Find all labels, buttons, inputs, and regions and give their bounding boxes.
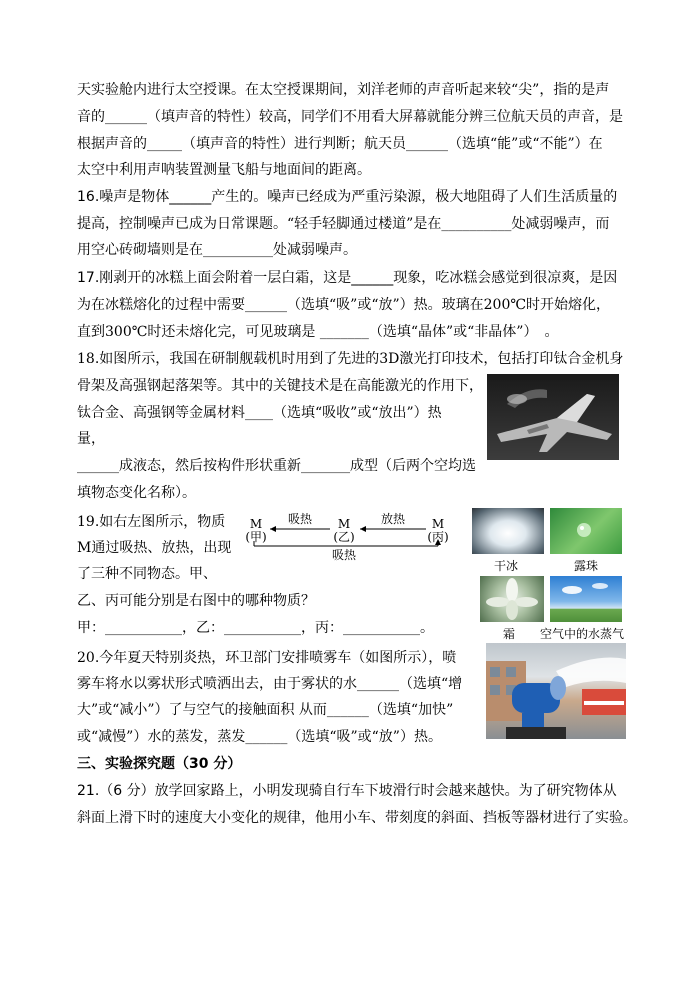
text-line: 斜面上滑下时的速度大小变化的规律，他用小车、带刻度的斜面、挡板等器材进行了实验。 xyxy=(77,810,637,826)
dew-image xyxy=(550,508,622,554)
question-21: 21.（6 分）放学回家路上，小明发现骑自行车下坡滑行时会越来越快。为了研究物体从 xyxy=(77,783,617,799)
text-line: 雾车将水以雾状形式喷洒出去，由于雾状的水______（选填“增 xyxy=(77,676,463,692)
text-line: 根据声音的_____（填声音的特性）进行判断；航天员______（选填“能”或“不能”）在 xyxy=(77,136,603,152)
text-line: M通过吸热、放热，出现 xyxy=(77,540,232,556)
text-line: 钛合金、高强钢等金属材料____（选填“吸收”或“放出”）热 xyxy=(77,405,442,421)
question-20: 20.今年夏天特别炎热，环卫部门安排喷雾车（如图所示），喷 xyxy=(77,650,457,666)
frost-caption: 霜 xyxy=(503,627,516,641)
text-line: 量， xyxy=(77,431,105,447)
text-line: 了三种不同物态。甲、 xyxy=(77,566,217,582)
arrow-label-bottom: 吸热 xyxy=(331,548,356,562)
dry-ice-image xyxy=(472,508,544,554)
text-line: 为在冰糕熔化的过程中需要______（选填“吸”或“放”）热。玻璃在200℃时开始熔化， xyxy=(77,297,611,313)
state-left-label: (甲) xyxy=(245,530,267,544)
question-18: 18.如图所示，我国在研制舰载机时用到了先进的3D激光打印技术，包括打印钛合金机身 xyxy=(77,351,624,367)
question-19: 19.如右左图所示，物质 xyxy=(77,514,226,530)
text-line: 直到300℃时还未熔化完，可见玻璃是 _______（选填“晶体”或“非晶体”） 。 xyxy=(77,324,559,340)
text-line: 甲：___________，乙：___________，丙：___________。 xyxy=(77,620,434,636)
state-right-label: (丙) xyxy=(427,530,449,544)
water-vapor-image xyxy=(550,576,622,622)
text-line: 音的______（填声音的特性）较高，同学们不用看大屏幕就能分辨三位航天员的声音，是 xyxy=(77,109,623,125)
phase-change-diagram xyxy=(238,508,463,568)
text-line: 填物态变化名称）。 xyxy=(77,485,196,501)
arrow-label-absorb: 吸热 xyxy=(287,512,312,526)
question-17: 17.刚剥开的冰糕上面会附着一层白霜，这是______现象，吃冰糕会感觉到很凉爽，是因 xyxy=(77,270,618,286)
text-line: ______成液态，然后按构件形状重新_______成型（后两个空均选 xyxy=(77,458,476,474)
dew-caption: 露珠 xyxy=(574,559,599,573)
question-16: 16.噪声是物体______产生的。噪声已经成为严重污染源，极大地阻碍了人们生活质量的 xyxy=(77,189,618,205)
text-line: 太空中利用声呐装置测量飞船与地面间的距离。 xyxy=(77,162,371,178)
frost-image xyxy=(480,576,544,622)
jet-aircraft-image xyxy=(487,374,619,460)
text-line: 用空心砖砌墙则是在__________处减弱噪声。 xyxy=(77,242,357,258)
text-line: 乙、丙可能分别是右图中的哪种物质？ xyxy=(77,593,315,609)
text-line: 或“减慢”）水的蒸发，蒸发______（选填“吸”或“放”）热。 xyxy=(77,729,442,745)
text-line: 天实验舱内进行太空授课。在太空授课期间，刘洋老师的声音听起来较“尖”，指的是声 xyxy=(77,82,610,98)
water-vapor-caption: 空气中的水蒸气 xyxy=(540,627,625,641)
state-right: M xyxy=(431,517,445,531)
section-heading: 三、实验探究题（30 分） xyxy=(77,756,242,772)
state-left: M xyxy=(249,517,263,531)
text-line: 提高，控制噪声已成为日常课题。“轻手轻脚通过楼道”是在__________处减弱噪声，而 xyxy=(77,216,610,232)
state-mid-label: (乙) xyxy=(333,530,355,544)
dry-ice-caption: 干冰 xyxy=(494,559,519,573)
spray-truck-image xyxy=(486,643,626,739)
arrow-label-release: 放热 xyxy=(380,512,405,526)
state-mid: M xyxy=(337,517,351,531)
text-line: 骨架及高强钢起落架等。其中的关键技术是在高能激光的作用下， xyxy=(77,378,483,394)
text-line: 大”或“减小”）了与空气的接触面积 从而______（选填“加快” xyxy=(77,702,454,718)
